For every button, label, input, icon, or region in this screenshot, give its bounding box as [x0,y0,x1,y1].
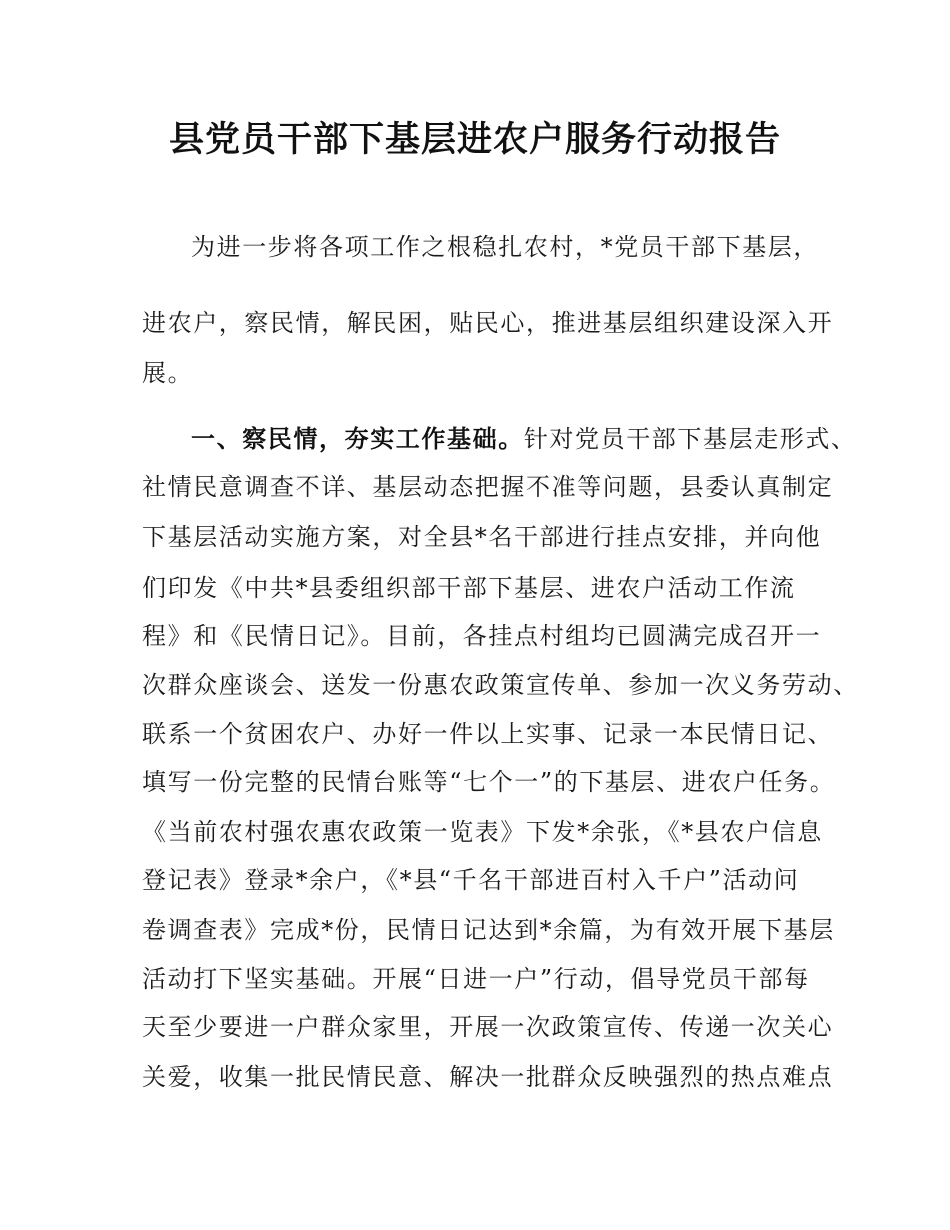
body-line: 卷调查表》完成*份，民情日记达到*余篇，为有效开展下基层 [142,916,835,944]
section1-first-line-text: 针对党员干部下基层走形式、 [523,425,857,453]
intro-line: 进农户，察民情，解民困，贴民心，推进基层组织建设深入开 [142,309,834,337]
body-line: 联系一个贫困农户、办好一件以上实事、记录一本民情日记、 [142,720,834,748]
body-line: 次群众座谈会、送发一份惠农政策宣传单、参加一次义务劳动、 [142,671,859,699]
intro-line: 展。 [142,359,194,387]
intro-line: 为进一步将各项工作之根稳扎农村，*党员干部下基层， [191,233,819,261]
body-line: 社情民意调查不详、基层动态把握不准等问题，县委认真制定 [142,473,834,501]
body-line: 《当前农村强农惠农政策一览表》下发*余张，《*县农户信息 [142,818,823,846]
body-line: 填写一份完整的民情台账等“七个一”的下基层、进农户任务。 [142,768,836,796]
body-line: 程》和《民情日记》。目前，各挂点村组均已圆满完成召开一 [142,622,822,650]
body-line: 们印发《中共*县委组织部干部下基层、进农户活动工作流 [142,574,796,602]
body-line: 下基层活动实施方案，对全县*名干部进行挂点安排，并向他 [142,523,822,551]
body-line: 天至少要进一户群众家里，开展一次政策宣传、传递一次关心 [142,1013,834,1041]
section1-first-line [191,422,857,456]
body-line: 登记表》登录*余户，《*县“千名干部进百村入千户”活动问 [142,866,800,894]
document-title: 县党员干部下基层进农户服务行动报告 [168,119,781,160]
body-line: 活动打下坚实基础。开展“日进一户”行动，倡导党员干部每 [142,965,810,993]
body-line: 关爱，收集一批民情民意、解决一批群众反映强烈的热点难点 [142,1063,834,1091]
section1-heading: 一、察民情，夯实工作基础。 [191,424,524,453]
